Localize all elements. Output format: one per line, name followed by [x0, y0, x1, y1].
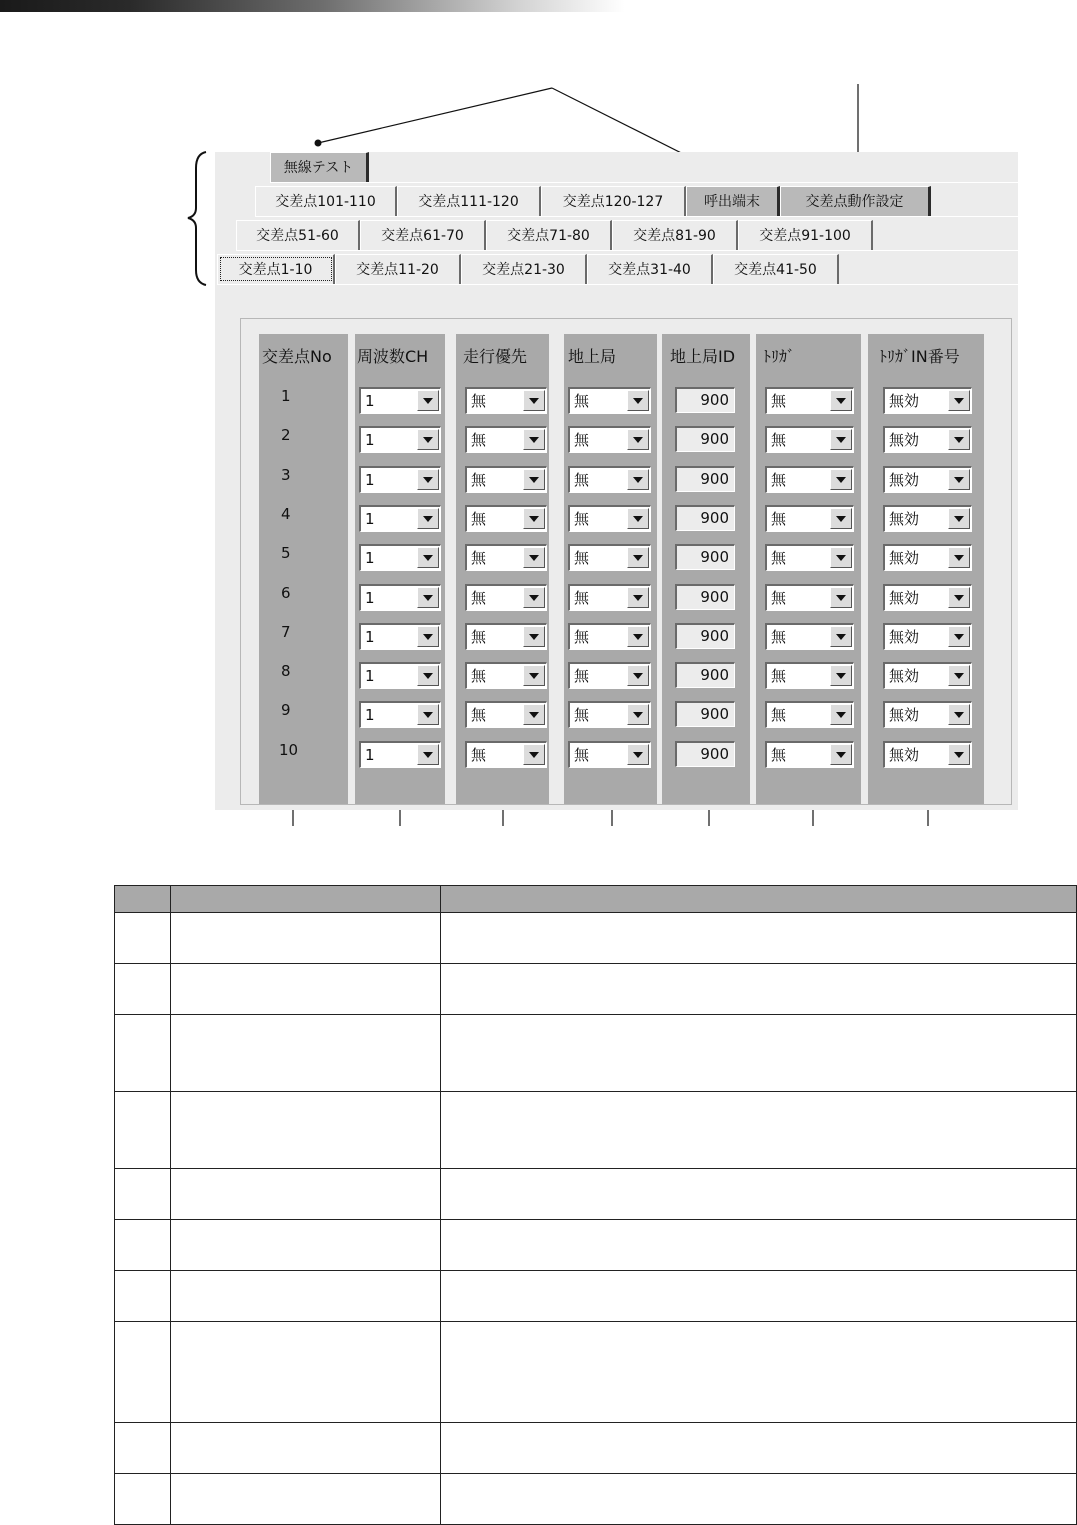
priority-select[interactable]	[465, 505, 547, 532]
legend-cell-no	[115, 1220, 171, 1271]
chevron-down-icon[interactable]	[830, 469, 852, 490]
intersection-number: 10	[279, 740, 299, 759]
tab-group-brace	[188, 152, 206, 285]
column-header: 周波数CH	[357, 347, 429, 366]
select-value: 無	[771, 588, 787, 607]
chevron-down-icon[interactable]	[830, 429, 852, 450]
chevron-down-icon[interactable]	[830, 626, 852, 647]
legend-cell-no	[115, 913, 171, 964]
legend-cell-description	[441, 1474, 1077, 1525]
chevron-down-icon[interactable]	[948, 429, 970, 450]
ch-select[interactable]	[359, 544, 441, 571]
ch-select[interactable]	[359, 505, 441, 532]
tab-2-3[interactable]: 交差点120-127	[541, 186, 686, 216]
ground-select[interactable]	[568, 544, 651, 571]
legend-cell-description	[441, 1322, 1077, 1423]
legend-row	[115, 1169, 1077, 1220]
tab-3-1[interactable]: 交差点51-60	[236, 220, 360, 250]
tab-3-5[interactable]: 交差点91-100	[738, 220, 873, 250]
tab-2-4[interactable]: 呼出端末	[686, 186, 780, 216]
chevron-down-icon[interactable]	[948, 744, 970, 765]
ch-select[interactable]	[359, 741, 441, 768]
chevron-down-icon[interactable]	[948, 508, 970, 529]
select-value: 無効	[889, 667, 920, 686]
ground-station-id-field[interactable]: 900	[675, 662, 735, 688]
chevron-down-icon[interactable]	[948, 547, 970, 568]
trigger-select[interactable]	[765, 505, 854, 532]
chevron-down-icon[interactable]	[417, 704, 439, 725]
ground-select[interactable]	[568, 701, 651, 728]
legend-cell-name	[171, 964, 441, 1015]
trigger_in-select[interactable]	[883, 544, 972, 571]
trigger-select[interactable]	[765, 623, 854, 650]
chevron-down-icon[interactable]	[627, 587, 649, 608]
intersection-number: 5	[281, 544, 291, 563]
ground-station-id-field[interactable]: 900	[675, 701, 735, 727]
chevron-down-icon[interactable]	[627, 665, 649, 686]
legend-header-name	[171, 886, 441, 913]
select-value: 無	[574, 667, 590, 686]
chevron-down-icon[interactable]	[523, 665, 545, 686]
select-value: 無効	[889, 470, 920, 489]
select-value: 無	[574, 509, 590, 528]
intersection-number: 1	[281, 387, 291, 405]
select-value: 1	[365, 549, 375, 568]
select-value: 無	[471, 431, 487, 450]
chevron-down-icon[interactable]	[627, 429, 649, 450]
trigger_in-select[interactable]	[883, 387, 972, 414]
legend-cell-description	[441, 964, 1077, 1015]
legend-header-row	[115, 886, 1077, 913]
select-value: 1	[365, 745, 375, 764]
tab-row-baseline	[270, 182, 1018, 183]
ch-select[interactable]	[359, 584, 441, 611]
select-value: 無	[771, 431, 787, 450]
intersection-number: 6	[281, 583, 291, 602]
chevron-down-icon[interactable]	[523, 587, 545, 608]
select-value: 無	[771, 470, 787, 489]
legend-header-no	[115, 886, 171, 913]
chevron-down-icon[interactable]	[948, 390, 970, 411]
priority-select[interactable]	[465, 741, 547, 768]
ground-select[interactable]	[568, 466, 651, 493]
chevron-down-icon[interactable]	[627, 547, 649, 568]
chevron-down-icon[interactable]	[627, 508, 649, 529]
select-value: 無効	[889, 509, 920, 528]
legend-cell-no	[115, 1423, 171, 1474]
trigger-select[interactable]	[765, 741, 854, 768]
chevron-down-icon[interactable]	[417, 508, 439, 529]
tab-3-3[interactable]: 交差点71-80	[486, 220, 612, 250]
legend-cell-name	[171, 1322, 441, 1423]
ground-station-id-field[interactable]: 900	[675, 544, 735, 570]
select-value: 無	[471, 392, 487, 410]
chevron-down-icon[interactable]	[523, 704, 545, 725]
chevron-down-icon[interactable]	[417, 469, 439, 490]
select-value: 無	[574, 549, 590, 568]
legend-cell-description	[441, 1423, 1077, 1474]
trigger_in-select[interactable]	[883, 741, 972, 768]
priority-select[interactable]	[465, 662, 547, 689]
ch-select[interactable]	[359, 387, 441, 414]
ground-station-id-field[interactable]: 900	[675, 505, 735, 531]
intersection-number: 3	[281, 465, 291, 484]
trigger_in-select[interactable]	[883, 584, 972, 611]
priority-select[interactable]	[465, 466, 547, 493]
trigger-select[interactable]	[765, 387, 854, 414]
ground-select[interactable]	[568, 662, 651, 689]
legend-cell-name	[171, 913, 441, 964]
chevron-down-icon[interactable]	[627, 744, 649, 765]
chevron-down-icon[interactable]	[830, 744, 852, 765]
select-value: 無効	[889, 706, 920, 725]
ground-select[interactable]	[568, 426, 651, 453]
chevron-down-icon[interactable]	[830, 704, 852, 725]
tab-3-4[interactable]: 交差点81-90	[612, 220, 738, 250]
ground-station-id-field[interactable]: 900	[675, 584, 735, 610]
chevron-down-icon[interactable]	[627, 626, 649, 647]
chevron-down-icon[interactable]	[627, 704, 649, 725]
chevron-down-icon[interactable]	[948, 469, 970, 490]
chevron-down-icon[interactable]	[523, 744, 545, 765]
select-value: 無	[471, 588, 487, 607]
column-header: 地上局	[568, 347, 617, 366]
select-value: 1	[365, 509, 375, 528]
select-value: 1	[365, 470, 375, 489]
legend-table	[114, 885, 1077, 1525]
legend-row	[115, 1322, 1077, 1423]
select-value: 無	[574, 745, 590, 764]
chevron-down-icon[interactable]	[948, 587, 970, 608]
select-value: 無	[471, 627, 487, 646]
chevron-down-icon[interactable]	[523, 429, 545, 450]
priority-select[interactable]	[465, 387, 547, 414]
chevron-down-icon[interactable]	[830, 547, 852, 568]
select-value: 無	[574, 706, 590, 725]
select-value: 無	[574, 627, 590, 646]
select-value: 無	[574, 392, 590, 410]
select-value: 1	[365, 588, 375, 607]
chevron-down-icon[interactable]	[417, 626, 439, 647]
legend-cell-name	[171, 1092, 441, 1169]
chevron-down-icon[interactable]	[417, 390, 439, 411]
priority-select[interactable]	[465, 701, 547, 728]
ground-station-id-field[interactable]: 900	[675, 741, 735, 767]
legend-cell-no	[115, 1092, 171, 1169]
column-header: 交差点No	[262, 347, 332, 366]
legend-row	[115, 1423, 1077, 1474]
callout-line-wireless-test	[318, 88, 552, 143]
select-value: 1	[365, 667, 375, 686]
chevron-down-icon[interactable]	[830, 665, 852, 686]
ground-select[interactable]	[568, 584, 651, 611]
trigger-select[interactable]	[765, 426, 854, 453]
chevron-down-icon[interactable]	[417, 744, 439, 765]
tab-3-2[interactable]: 交差点61-70	[360, 220, 486, 250]
chevron-down-icon[interactable]	[523, 390, 545, 411]
select-value: 無	[471, 509, 487, 528]
column-header: ﾄﾘｶﾞ	[763, 347, 796, 366]
ground-station-id-field[interactable]: 900	[675, 466, 735, 492]
legend-row	[115, 964, 1077, 1015]
priority-select[interactable]	[465, 426, 547, 453]
trigger_in-select[interactable]	[883, 701, 972, 728]
legend-cell-no	[115, 964, 171, 1015]
tab-4-3[interactable]: 交差点21-30	[461, 254, 587, 284]
legend-cell-name	[171, 1015, 441, 1092]
trigger_in-select[interactable]	[883, 505, 972, 532]
tab-4-2[interactable]: 交差点11-20	[335, 254, 461, 284]
chevron-down-icon[interactable]	[523, 547, 545, 568]
chevron-down-icon[interactable]	[948, 626, 970, 647]
priority-select[interactable]	[465, 623, 547, 650]
tab-2-5[interactable]: 交差点動作設定	[780, 186, 931, 216]
ch-select[interactable]	[359, 662, 441, 689]
legend-row	[115, 1271, 1077, 1322]
select-value: 無	[574, 470, 590, 489]
select-value: 無	[771, 627, 787, 646]
priority-select[interactable]	[465, 544, 547, 571]
ground-select[interactable]	[568, 387, 651, 414]
intersection-number: 7	[281, 622, 291, 641]
priority-select[interactable]	[465, 584, 547, 611]
chevron-down-icon[interactable]	[830, 587, 852, 608]
chevron-down-icon[interactable]	[948, 665, 970, 686]
select-value: 無	[471, 470, 487, 489]
chevron-down-icon[interactable]	[627, 469, 649, 490]
intersection-number: 2	[281, 426, 291, 445]
tab-2-2[interactable]: 交差点111-120	[397, 186, 541, 216]
select-value: 無	[771, 667, 787, 686]
trigger-select[interactable]	[765, 544, 854, 571]
legend-cell-description	[441, 1220, 1077, 1271]
column-header: 地上局ID	[670, 347, 736, 366]
legend-row	[115, 1220, 1077, 1271]
tab-1-1[interactable]: 無線テスト	[270, 152, 369, 182]
select-value: 無	[771, 706, 787, 725]
select-value: 無	[471, 745, 487, 764]
ch-select[interactable]	[359, 466, 441, 493]
select-value: 無	[574, 431, 590, 450]
ch-select[interactable]	[359, 426, 441, 453]
legend-header-description	[441, 886, 1077, 913]
legend-cell-name	[171, 1474, 441, 1525]
legend-cell-no	[115, 1474, 171, 1525]
chevron-down-icon[interactable]	[830, 508, 852, 529]
select-value: 無効	[889, 627, 920, 646]
chevron-down-icon[interactable]	[627, 390, 649, 411]
chevron-down-icon[interactable]	[417, 665, 439, 686]
ground-station-id-field[interactable]: 900	[675, 387, 735, 413]
legend-row	[115, 1474, 1077, 1525]
select-value: 無効	[889, 392, 920, 410]
tab-4-4[interactable]: 交差点31-40	[587, 254, 713, 284]
grid-column-1	[259, 334, 348, 804]
trigger-select[interactable]	[765, 584, 854, 611]
trigger_in-select[interactable]	[883, 466, 972, 493]
ground-station-id-field[interactable]: 900	[675, 623, 735, 649]
select-value: 無	[471, 706, 487, 725]
select-value: 1	[365, 706, 375, 725]
legend-cell-description	[441, 1092, 1077, 1169]
tab-4-1[interactable]: 交差点1-10	[217, 254, 335, 284]
legend-row	[115, 913, 1077, 964]
legend-row	[115, 1092, 1077, 1169]
callout-marker	[315, 140, 322, 147]
ground-select[interactable]	[568, 505, 651, 532]
legend-cell-description	[441, 1169, 1077, 1220]
trigger-select[interactable]	[765, 662, 854, 689]
chevron-down-icon[interactable]	[523, 626, 545, 647]
chevron-down-icon[interactable]	[948, 704, 970, 725]
chevron-down-icon[interactable]	[830, 390, 852, 411]
tab-row-baseline	[236, 250, 1018, 251]
legend-cell-name	[171, 1423, 441, 1474]
select-value: 1	[365, 392, 375, 410]
ground-select[interactable]	[568, 741, 651, 768]
legend-cell-no	[115, 1271, 171, 1322]
select-value: 無	[471, 549, 487, 568]
legend-cell-name	[171, 1271, 441, 1322]
column-header: 走行優先	[463, 347, 528, 366]
select-value: 無	[771, 549, 787, 568]
ground-select[interactable]	[568, 623, 651, 650]
column-header: ﾄﾘｶﾞIN番号	[879, 347, 960, 366]
legend-cell-no	[115, 1169, 171, 1220]
trigger-select[interactable]	[765, 701, 854, 728]
ch-select[interactable]	[359, 701, 441, 728]
trigger_in-select[interactable]	[883, 662, 972, 689]
trigger_in-select[interactable]	[883, 426, 972, 453]
legend-cell-description	[441, 1015, 1077, 1092]
chevron-down-icon[interactable]	[417, 587, 439, 608]
select-value: 無	[771, 745, 787, 764]
ground-station-id-field[interactable]: 900	[675, 426, 735, 452]
chevron-down-icon[interactable]	[523, 508, 545, 529]
select-value: 無効	[889, 431, 920, 450]
select-value: 無	[771, 392, 787, 410]
legend-cell-name	[171, 1169, 441, 1220]
legend-cell-no	[115, 1322, 171, 1423]
tab-4-5[interactable]: 交差点41-50	[713, 254, 839, 284]
intersection-number: 4	[281, 504, 291, 523]
select-value: 無効	[889, 745, 920, 764]
legend-cell-description	[441, 1271, 1077, 1322]
tab-2-1[interactable]: 交差点101-110	[255, 186, 397, 216]
chevron-down-icon[interactable]	[417, 547, 439, 568]
chevron-down-icon[interactable]	[523, 469, 545, 490]
select-value: 無	[574, 588, 590, 607]
ch-select[interactable]	[359, 623, 441, 650]
legend-cell-name	[171, 1220, 441, 1271]
trigger_in-select[interactable]	[883, 623, 972, 650]
intersection-number: 8	[281, 662, 291, 681]
select-value: 1	[365, 627, 375, 646]
select-value: 無	[471, 667, 487, 686]
trigger-select[interactable]	[765, 466, 854, 493]
legend-cell-description	[441, 913, 1077, 964]
legend-row	[115, 1015, 1077, 1092]
chevron-down-icon[interactable]	[417, 429, 439, 450]
select-value: 無効	[889, 588, 920, 607]
select-value: 無効	[889, 549, 920, 568]
select-value: 無	[771, 509, 787, 528]
legend-cell-no	[115, 1015, 171, 1092]
intersection-number: 9	[281, 701, 291, 720]
select-value: 1	[365, 431, 375, 450]
